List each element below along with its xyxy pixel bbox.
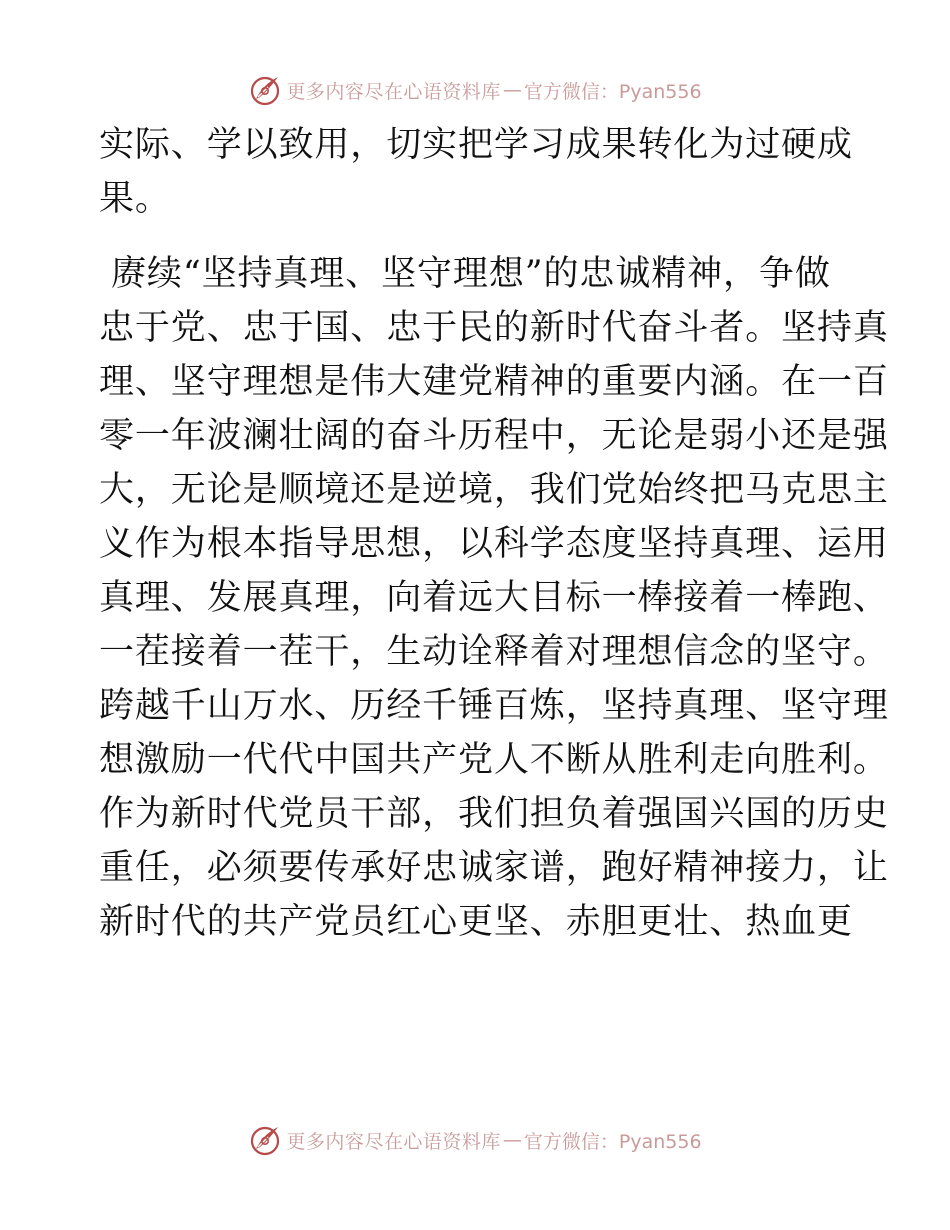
text-line: 一茬接着一茬干，生动诠释着对理想信念的坚守。: [99, 632, 889, 672]
footer-wechat: 官方微信：Pyan556: [523, 1130, 702, 1153]
text-line: 义作为根本指导思想，以科学态度坚持真理、运用: [99, 524, 889, 564]
text-line: 忠于党、忠于国、忠于民的新时代奋斗者。坚持真: [99, 308, 889, 348]
text-line: 新时代的共产党员红心更坚、赤胆更壮、热血更: [99, 902, 853, 942]
header-dash: —: [502, 79, 522, 101]
text-line: 果。: [99, 179, 171, 219]
text-line: 想激励一代代中国共产党人不断从胜利走向胜利。: [99, 740, 889, 780]
footer-watermark: [0, 1120, 950, 1160]
text-line: 跨越千山万水、历经千锤百炼，坚持真理、坚守理: [99, 686, 889, 726]
header-site-text: 更多内容尽在心语资料库: [286, 80, 501, 103]
text-line: 实际、学以致用，切实把学习成果转化为过硬成: [99, 125, 853, 165]
document-body: [99, 118, 889, 949]
paragraph-1: [99, 118, 859, 226]
quill-logo-icon: [248, 1123, 282, 1157]
header-watermark: [0, 70, 950, 110]
text-line: 重任，必须要传承好忠诚家谱，跑好精神接力，让: [99, 848, 889, 888]
quill-logo-icon: [248, 73, 282, 107]
text-line: 大，无论是顺境还是逆境，我们党始终把马克思主: [99, 470, 889, 510]
footer-dash: —: [502, 1129, 522, 1151]
text-line: 零一年波澜壮阔的奋斗历程中，无论是弱小还是强: [99, 416, 889, 456]
footer-site-text: 更多内容尽在心语资料库: [286, 1130, 501, 1153]
paragraph-2: [99, 247, 889, 949]
header-wechat: 官方微信：Pyan556: [523, 80, 702, 103]
text-line: 理、坚守理想是伟大建党精神的重要内涵。在一百: [99, 362, 889, 402]
text-line: 赓续“坚持真理、坚守理想”的忠诚精神，争做: [99, 254, 831, 294]
text-line: 作为新时代党员干部，我们担负着强国兴国的历史: [99, 794, 889, 834]
text-line: 真理、发展真理，向着远大目标一棒接着一棒跑、: [99, 578, 889, 618]
